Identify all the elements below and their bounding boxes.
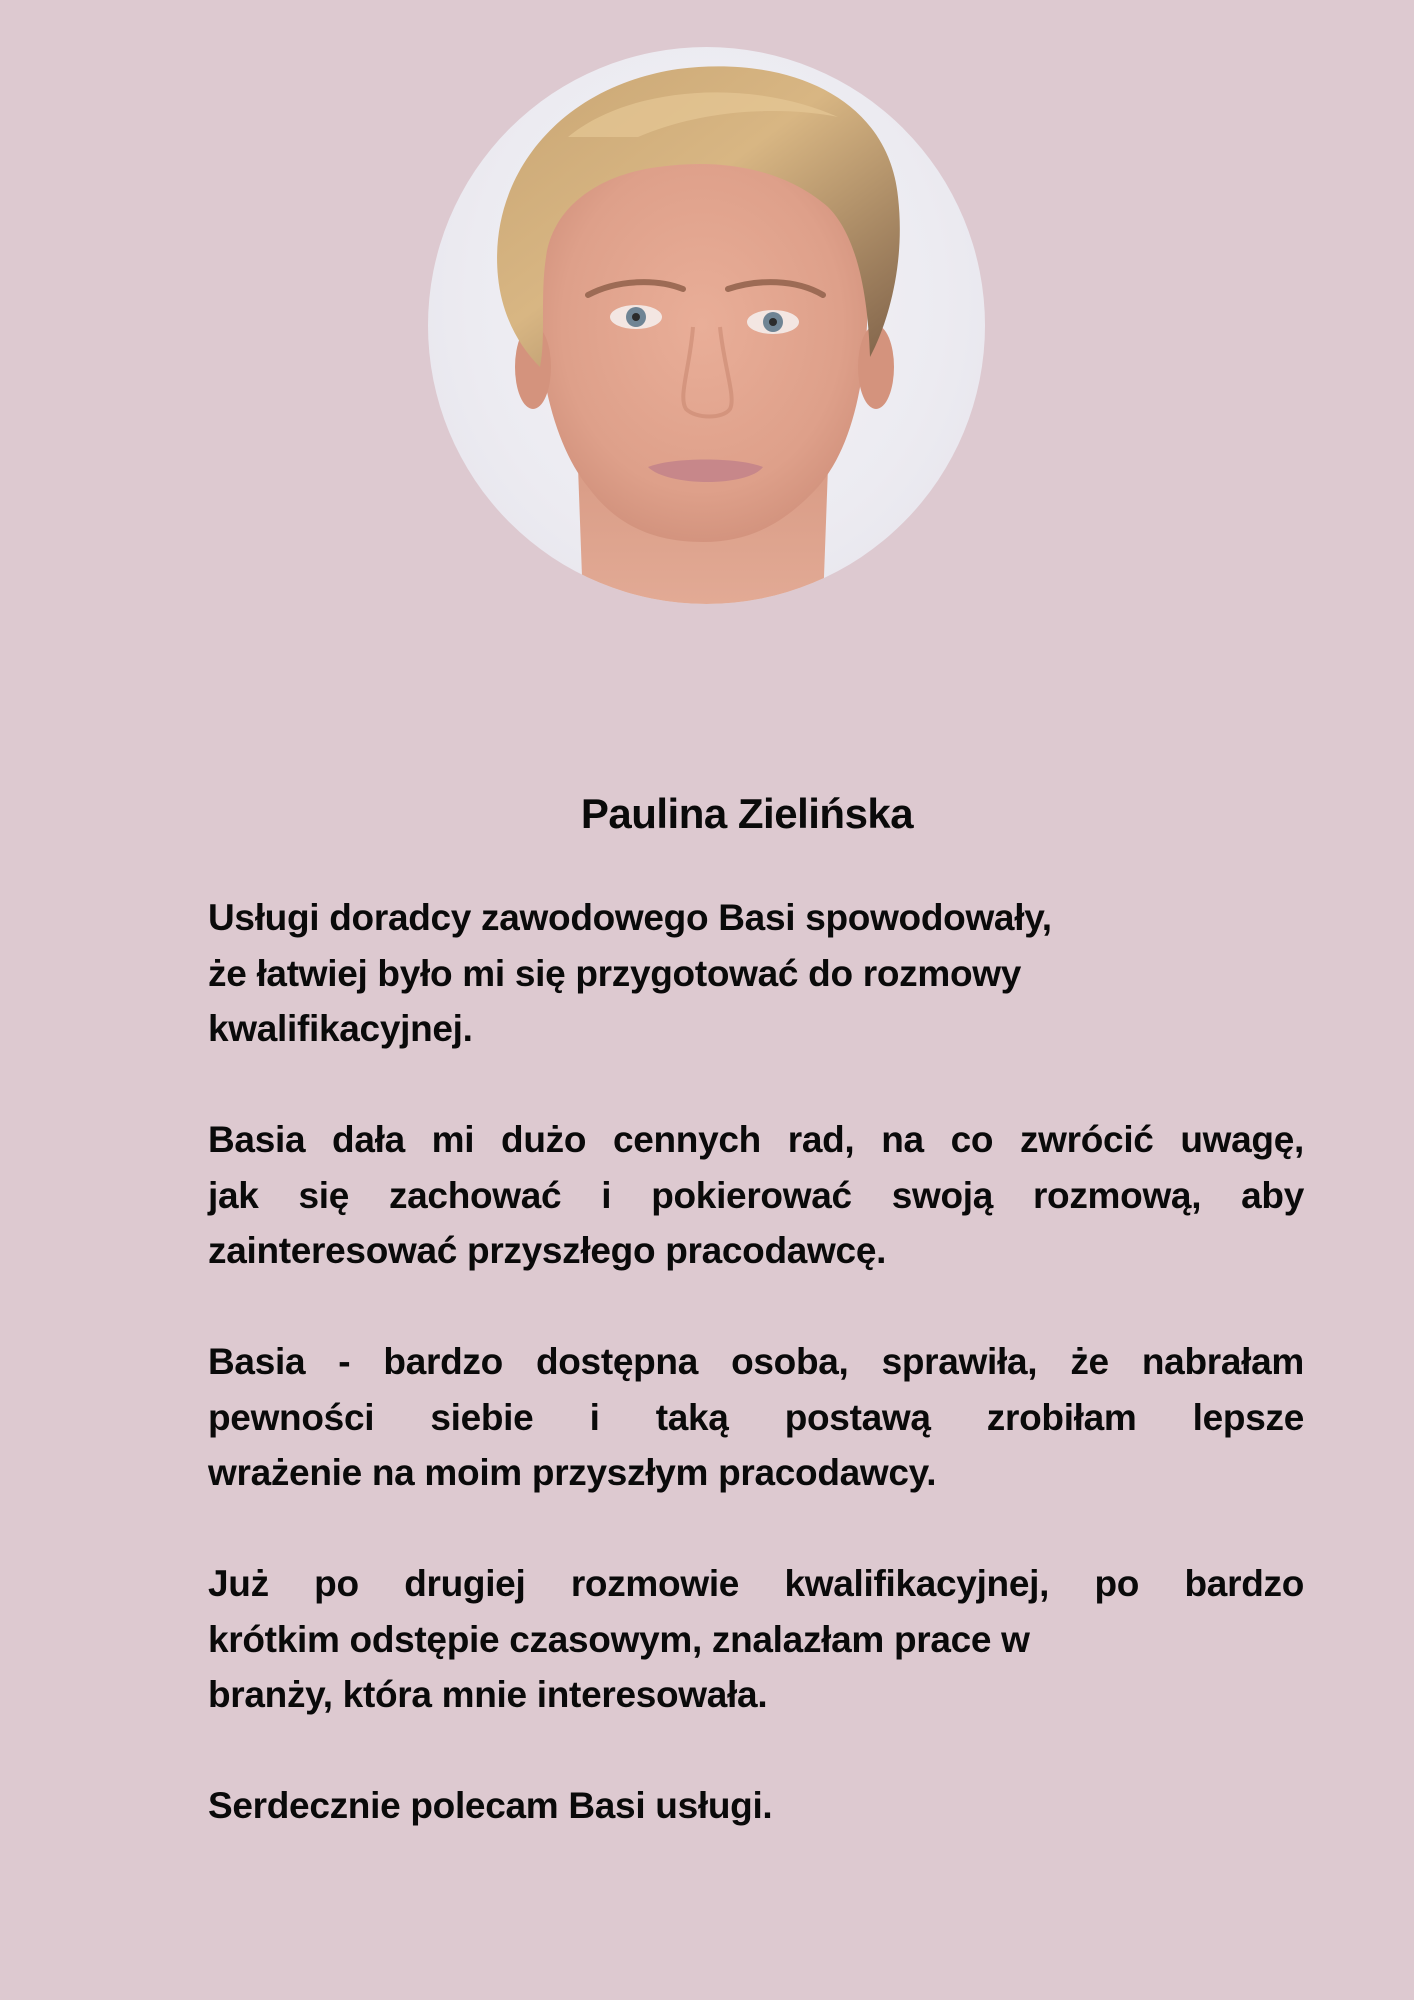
portrait-illustration <box>428 47 985 604</box>
text-line: Serdecznie polecam Basi usługi. <box>208 1785 773 1826</box>
text-line: pewności siebie i taką postawą zrobiłam lepsze <box>208 1396 1304 1438</box>
text-line: Już po drugiej rozmowie kwalifikacyjnej, po bardzo <box>208 1563 1304 1604</box>
text-line: że łatwiej było mi się przygotować do rozmowy <box>208 952 1022 994</box>
text-line: jak się zachować i pokierować swoją rozmową, aby <box>208 1174 1304 1216</box>
text-line: Usługi doradcy zawodowego Basi spowodowały, <box>208 897 1052 938</box>
author-name: Paulina Zielińska <box>580 790 914 837</box>
testimonial-paragraph-2 <box>208 1112 1304 1279</box>
text-line: kwalifikacyjnej. <box>208 1008 473 1049</box>
testimonial-paragraph-1 <box>208 890 1304 1057</box>
text-line: zainteresować przyszłego pracodawcę. <box>208 1230 887 1271</box>
text-line: branży, która mnie interesowała. <box>208 1674 768 1715</box>
testimonial-body <box>208 890 1304 1889</box>
portrait-photo <box>428 47 985 604</box>
testimonial-paragraph-3 <box>208 1334 1304 1501</box>
text-line: wrażenie na moim przyszłym pracodawcy. <box>208 1452 937 1493</box>
text-line: Basia dała mi dużo cennych rad, na co zwrócić uwagę, <box>208 1119 1304 1160</box>
testimonial-closing <box>208 1778 1304 1834</box>
text-line: Basia - bardzo dostępna osoba, sprawiła, że nabrałam <box>208 1341 1304 1382</box>
text-line: krótkim odstępie czasowym, znalazłam prace w <box>208 1618 1030 1660</box>
testimonial-paragraph-4 <box>208 1556 1304 1723</box>
